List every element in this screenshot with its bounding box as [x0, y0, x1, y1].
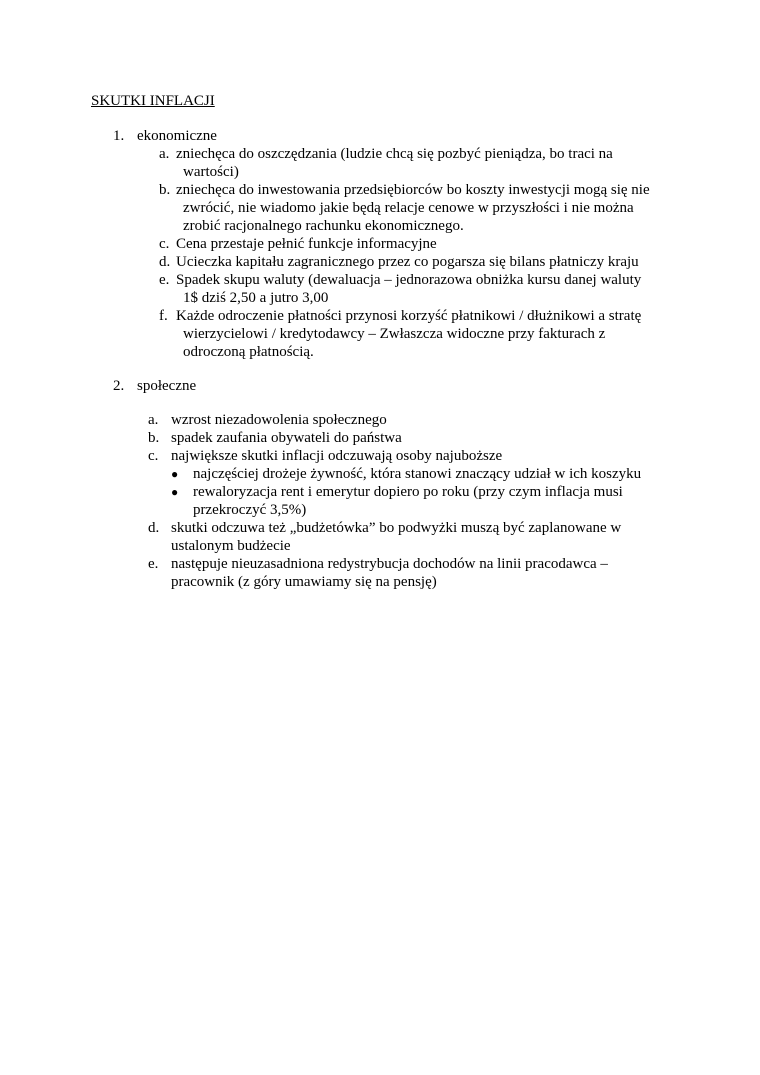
list-marker: d. [148, 520, 160, 536]
page-title: SKUTKI INFLACJI [91, 93, 215, 109]
list-item [148, 519, 648, 555]
list-item [159, 235, 679, 253]
list-item-text: spadek zaufania obywateli do państwa [171, 430, 402, 446]
bullet-item [171, 465, 691, 483]
list-item [159, 271, 659, 307]
section-number: 1. [113, 128, 125, 144]
list-item-text: Ucieczka kapitału zagranicznego przez co pogarsza się bilans płatniczy kraju [176, 254, 639, 270]
bullet-item-text: najczęściej drożeje żywność, która stanowi znaczący udział w ich koszyku [193, 466, 642, 482]
list-item [148, 447, 668, 465]
list-marker: c. [159, 236, 170, 252]
section-number: 2. [113, 378, 125, 394]
bullet-icon: ● [171, 485, 179, 499]
list-item [148, 411, 648, 429]
list-item [159, 181, 674, 235]
section-heading: społeczne [137, 378, 197, 394]
list-marker: a. [148, 412, 159, 428]
list-item [159, 307, 669, 361]
list-marker: e. [159, 272, 170, 288]
list-marker: b. [159, 182, 171, 198]
bullet-icon: ● [171, 467, 179, 481]
list-item-text: Cena przestaje pełnić funkcje informacyjne [176, 236, 437, 252]
list-item [159, 145, 664, 181]
list-item-text: skutki odczuwa też „budżetówka” bo podwyżki muszą być zaplanowane w ustalonym budżecie [171, 520, 622, 554]
list-item-text: największe skutki inflacji odczuwają osoby najuboższe [171, 448, 503, 464]
list-marker: e. [148, 556, 159, 572]
list-item-text: wzrost niezadowolenia społecznego [171, 412, 387, 428]
list-item [148, 429, 648, 447]
list-item-text: zniechęca do inwestowania przedsiębiorców bo koszty inwestycji mogą się nie zwrócić, nie wiadomo jakie będą relacje cenowe w przyszłości i nie można zrobić racjonalnego rachunku ekonomicznego. [176, 182, 650, 234]
bullet-item [171, 483, 651, 519]
bullet-item-text: rewaloryzacja rent i emerytur dopiero po roku (przy czym inflacja musi przekroczyć 3,5%) [193, 484, 623, 518]
list-marker: c. [148, 448, 159, 464]
list-item-text: Każde odroczenie płatności przynosi korzyść płatnikowi / dłużnikowi a stratę wierzycielowi / kredytodawcy – Zwłaszcza widoczne przy fakturach z odroczoną płatnością. [176, 308, 642, 360]
list-item [148, 555, 638, 591]
list-marker: b. [148, 430, 160, 446]
list-item-text: następuje nieuzasadniona redystrybucja dochodów na linii pracodawca – pracownik (z góry umawiamy się na pensję) [171, 556, 608, 590]
list-marker: f. [159, 308, 168, 324]
list-item-text: zniechęca do oszczędzania (ludzie chcą się pozbyć pieniądza, bo traci na wartości) [176, 146, 613, 180]
list-marker: d. [159, 254, 171, 270]
list-marker: a. [159, 146, 170, 162]
section-heading: ekonomiczne [137, 128, 217, 144]
list-item [159, 253, 699, 271]
list-item-text: Spadek skupu waluty (dewaluacja – jednorazowa obniżka kursu danej waluty 1$ dziś 2,50 a jutro 3,00 [176, 272, 642, 306]
